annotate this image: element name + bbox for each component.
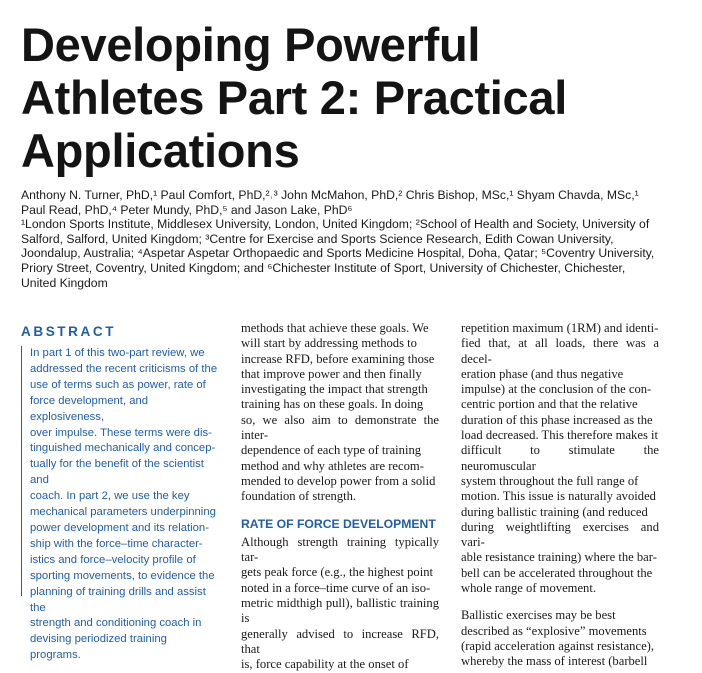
abstract-line: mechanical parameters underpinning — [30, 506, 216, 519]
body-line: Ballistic exercises may be best — [461, 608, 616, 623]
body-line: noted in a force–time curve of an iso- — [241, 580, 431, 595]
body-line: dependence of each type of training — [241, 443, 422, 458]
abstract-line: coach. In part 2, we use the key — [30, 490, 190, 503]
abstract-line: ship with the force–time character- — [30, 537, 203, 550]
affiliation-line: ¹London Sports Institute, Middlesex University, London, United Kingdom; ²School of Health and Society, University of — [21, 217, 650, 232]
body-line: investigating the impact that strength — [241, 382, 428, 397]
abstract-line: use of terms such as power, rate of — [30, 378, 206, 391]
title-line: Developing Powerful — [21, 18, 481, 71]
body-line: generally advised to increase RFD, that — [241, 626, 439, 656]
body-line: mended to develop power from a solid — [241, 473, 436, 488]
body-line: methods that achieve these goals. We — [241, 321, 429, 335]
title-line: Applications — [21, 124, 300, 177]
abstract-line: istics and force–velocity profile of — [30, 553, 196, 566]
section-heading: RATE OF FORCE DEVELOPMENT — [241, 516, 436, 531]
abstract-line: power development and its relation- — [30, 521, 209, 534]
abstract-line: sporting movements, to evidence the — [30, 569, 215, 582]
abstract-line: tually for the benefit of the scientist and — [30, 458, 204, 487]
body-line: whereby the mass of interest (barbell — [461, 654, 648, 669]
body-line: that improve power and then finally — [241, 366, 422, 381]
body-line: foundation of strength. — [241, 489, 357, 504]
body-line: impulse) at the conclusion of the con- — [461, 382, 652, 397]
affiliation-line: Joondalup, Australia; ⁴Aspetar Aspetar Orthopaedic and Sports Medicine Hospital, Doha, Qatar; ⁵Coventry University, — [21, 246, 655, 261]
body-line: increase RFD, before examining those — [241, 351, 435, 366]
body-line: repetition maximum (1RM) and identi- — [461, 321, 659, 335]
author-block — [21, 188, 691, 290]
body-line: during ballistic training (and reduced — [461, 504, 648, 519]
body-line: metric midthigh pull), ballistic training is — [241, 596, 439, 626]
abstract-line: force development, and explosiveness, — [30, 394, 149, 423]
body-line: gets peak force (e.g., the highest point — [241, 565, 433, 580]
abstract-heading: ABSTRACT — [21, 324, 117, 339]
abstract-line: planning of training drills and assist the — [30, 585, 206, 614]
title-line: Athletes Part 2: Practical — [21, 71, 567, 124]
body-line: load decreased. This therefore makes it — [461, 428, 658, 443]
body-line: (rapid acceleration against resistance), — [461, 638, 655, 653]
body-line: so, we also aim to demonstrate the inter- — [241, 412, 439, 443]
body-column-2 — [241, 321, 439, 673]
body-line: bell can be accelerated throughout the — [461, 565, 653, 580]
body-line: motion. This issue is naturally avoided — [461, 489, 656, 504]
body-line: fied that, at all loads, there was a decel- — [461, 336, 659, 366]
body-line: eration phase (and thus negative — [461, 366, 624, 381]
body-line: training has on these goals. In doing — [241, 397, 424, 412]
abstract-line: devising periodized training programs. — [30, 633, 167, 662]
abstract-line: over impulse. These terms were dis- — [30, 426, 212, 439]
body-line: during weightlifting exercises and vari- — [461, 519, 659, 550]
abstract-line: strength and conditioning coach in — [30, 617, 202, 630]
body-line: described as “explosive” movements — [461, 623, 647, 638]
affiliation-line: Priory Street, Coventry, United Kingdom; and ⁶Chichester Institute of Sport, University of Chichester, Chichester, — [21, 260, 626, 275]
body-line: centric portion and that the relative — [461, 397, 638, 412]
abstract-body — [21, 346, 219, 662]
body-line: duration of this phase increased as the — [461, 412, 653, 427]
body-line: method and why athletes are recom- — [241, 458, 424, 473]
abstract-line: addressed the recent criticisms of the — [30, 362, 218, 375]
affiliation-line: Salford, Salford, United Kingdom; ³Centre for Exercise and Sports Science Research, Edith Cowan University, — [21, 231, 614, 246]
body-line: system throughout the full range of — [461, 473, 639, 488]
body-line: will start by addressing methods to — [241, 336, 417, 351]
body-line: Although strength training typically tar- — [241, 534, 439, 565]
body-line: whole range of movement. — [461, 581, 596, 596]
abstract-line: In part 1 of this two-part review, we — [30, 347, 205, 359]
author-names-line: Paul Read, PhD,⁴ Peter Mundy, PhD,⁵ and Jason Lake, PhD⁶ — [21, 202, 353, 217]
author-names-line: Anthony N. Turner, PhD,¹ Paul Comfort, PhD,²˒³ John McMahon, PhD,² Chris Bishop, MSc,¹ Shyam Chavda, MSc,¹ — [21, 188, 639, 202]
affiliation-line: United Kingdom — [21, 275, 108, 290]
abstract-line: tinguished mechanically and concep- — [30, 442, 216, 455]
article-title — [21, 18, 691, 177]
body-line: difficult to stimulate the neuromuscular — [461, 443, 659, 473]
body-column-3 — [461, 321, 659, 670]
body-line: is, force capability at the onset of — [241, 657, 409, 672]
body-line: able resistance training) where the bar- — [461, 550, 657, 565]
